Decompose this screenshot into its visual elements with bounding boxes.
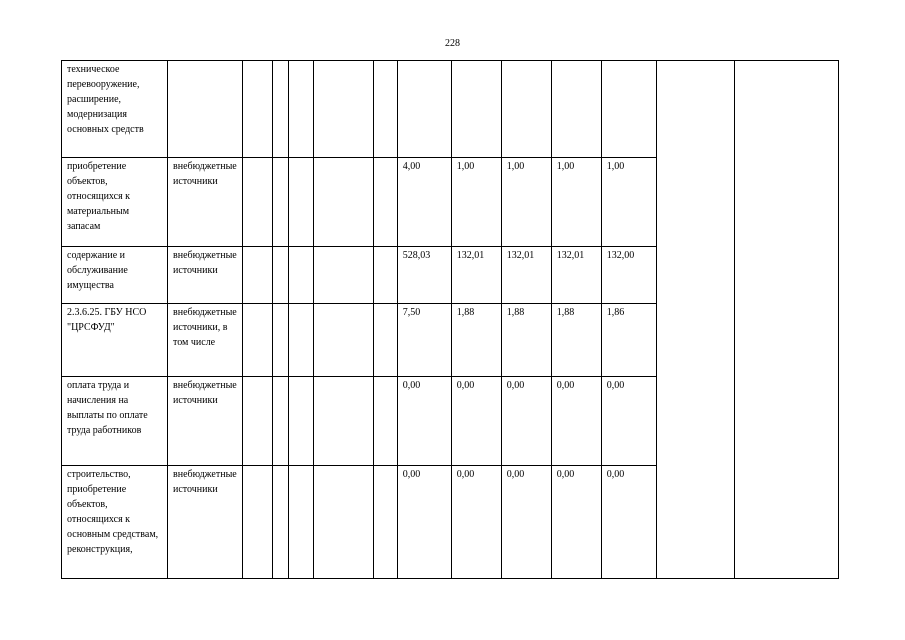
value-year-cell: 0,00	[601, 466, 656, 579]
empty-cell	[242, 304, 272, 377]
empty-cell	[373, 466, 397, 579]
value-year-cell: 0,00	[551, 466, 601, 579]
value-year-cell	[551, 61, 601, 158]
row-name-cell: оплата труда и начисления на выплаты по оплате труда работников	[62, 377, 168, 466]
empty-cell	[242, 247, 272, 304]
value-year-cell: 1,00	[501, 158, 551, 247]
value-year-cell: 1,88	[451, 304, 501, 377]
value-year-cell: 132,01	[551, 247, 601, 304]
row-source-cell: внебюджетные источники	[168, 377, 243, 466]
empty-cell	[272, 158, 288, 247]
empty-cell	[272, 304, 288, 377]
empty-cell	[373, 158, 397, 247]
table-row	[62, 61, 839, 158]
value-total-cell: 0,00	[397, 377, 451, 466]
empty-cell	[313, 304, 373, 377]
row-source-cell	[168, 61, 243, 158]
value-total-cell	[397, 61, 451, 158]
value-year-cell: 132,01	[451, 247, 501, 304]
empty-cell	[242, 61, 272, 158]
empty-cell	[313, 247, 373, 304]
budget-table	[61, 60, 839, 579]
empty-cell	[288, 304, 313, 377]
value-year-cell: 1,00	[601, 158, 656, 247]
value-year-cell: 1,86	[601, 304, 656, 377]
empty-cell	[288, 466, 313, 579]
empty-cell	[242, 158, 272, 247]
row-name-cell: содержание и обслуживание имущества	[62, 247, 168, 304]
empty-cell	[313, 158, 373, 247]
empty-cell	[242, 377, 272, 466]
value-total-cell: 7,50	[397, 304, 451, 377]
empty-cell	[373, 247, 397, 304]
value-year-cell: 0,00	[501, 466, 551, 579]
row-source-cell: внебюджетные источники, в том числе	[168, 304, 243, 377]
empty-cell	[272, 466, 288, 579]
value-year-cell: 0,00	[551, 377, 601, 466]
row-source-cell: внебюджетные источники	[168, 158, 243, 247]
value-year-cell: 1,88	[551, 304, 601, 377]
empty-cell	[242, 466, 272, 579]
value-year-cell: 0,00	[501, 377, 551, 466]
value-year-cell: 0,00	[451, 466, 501, 579]
empty-cell	[272, 61, 288, 158]
empty-cell	[313, 377, 373, 466]
empty-cell	[272, 247, 288, 304]
page-number: 228	[445, 38, 460, 49]
row-name-cell: техническое перевооружение, расширение, модернизация основных средств	[62, 61, 168, 158]
value-year-cell	[501, 61, 551, 158]
empty-cell	[373, 61, 397, 158]
value-total-cell: 0,00	[397, 466, 451, 579]
value-year-cell: 0,00	[451, 377, 501, 466]
value-year-cell: 1,88	[501, 304, 551, 377]
empty-cell	[373, 304, 397, 377]
indicator-cell	[656, 61, 734, 579]
empty-cell	[288, 158, 313, 247]
row-source-cell: внебюджетные источники	[168, 247, 243, 304]
empty-cell	[272, 377, 288, 466]
empty-cell	[313, 466, 373, 579]
row-name-cell: 2.3.6.25. ГБУ НСО "ЦРСФУД"	[62, 304, 168, 377]
empty-cell	[288, 377, 313, 466]
empty-cell	[313, 61, 373, 158]
row-name-cell: приобретение объектов, относящихся к материальным запасам	[62, 158, 168, 247]
value-total-cell: 528,03	[397, 247, 451, 304]
row-name-cell: строительство, приобретение объектов, относящихся к основным средствам, реконструкция,	[62, 466, 168, 579]
row-source-cell: внебюджетные источники	[168, 466, 243, 579]
value-year-cell	[601, 61, 656, 158]
value-year-cell: 1,00	[551, 158, 601, 247]
value-year-cell	[451, 61, 501, 158]
empty-cell	[288, 61, 313, 158]
empty-cell	[373, 377, 397, 466]
empty-cell	[288, 247, 313, 304]
value-year-cell: 1,00	[451, 158, 501, 247]
value-year-cell: 132,00	[601, 247, 656, 304]
value-year-cell: 0,00	[601, 377, 656, 466]
value-total-cell: 4,00	[397, 158, 451, 247]
result-cell	[734, 61, 838, 579]
value-year-cell: 132,01	[501, 247, 551, 304]
